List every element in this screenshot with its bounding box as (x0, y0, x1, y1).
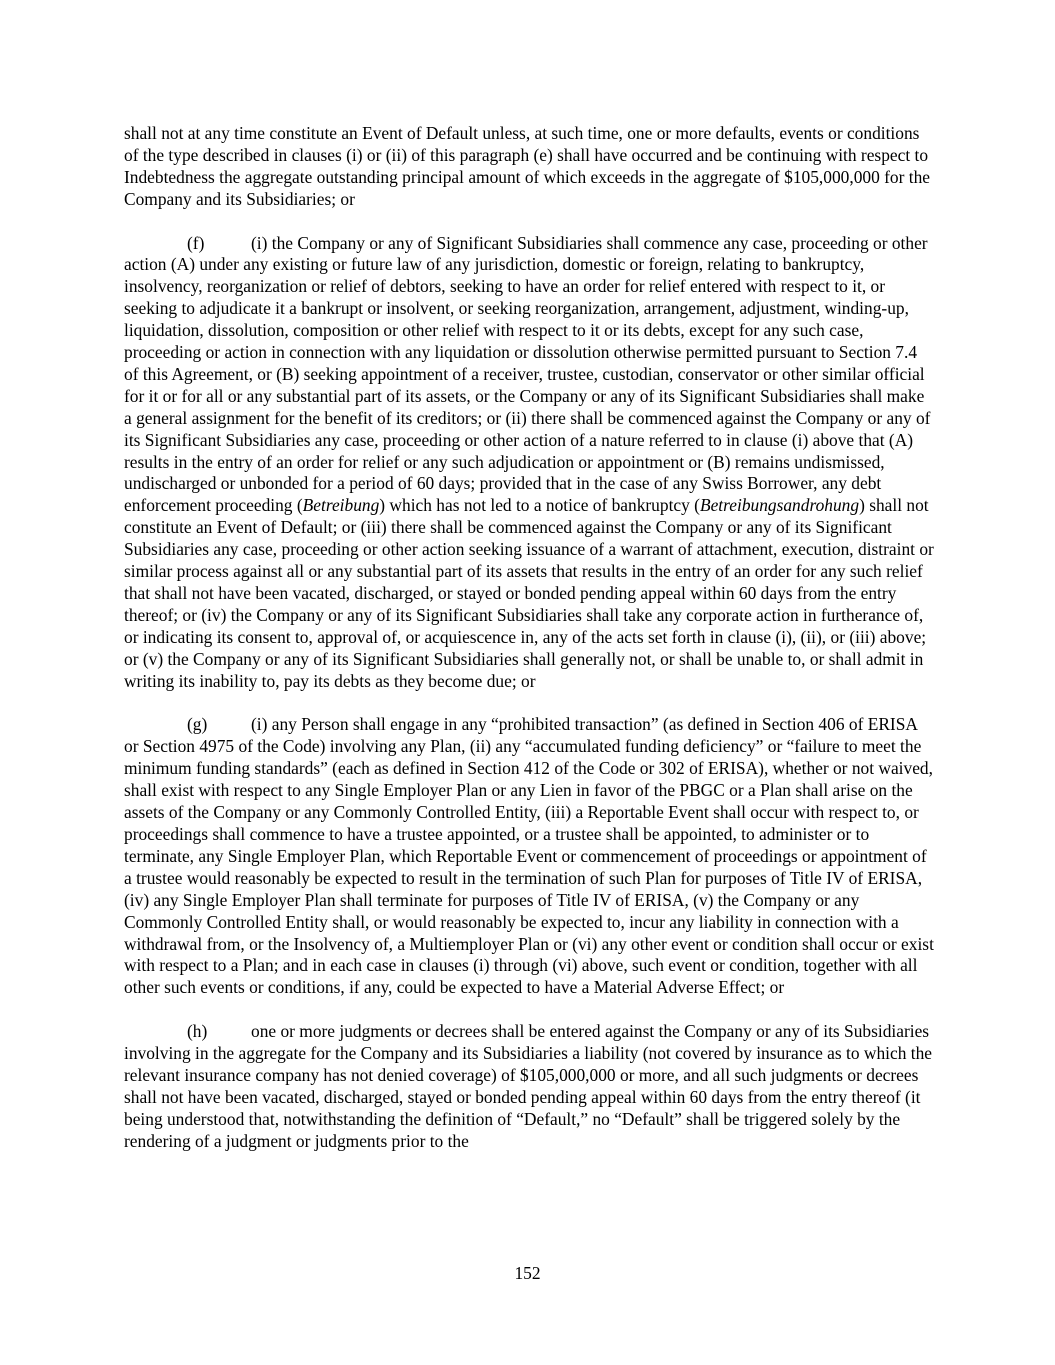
paragraph-text: (i) the Company or any of Significant Subsidiaries shall commence any case, proceeding or other action (A) under any existing or future law of any jurisdiction, domestic or foreign, relating to bankruptcy, insolvency, reorganization or relief of debtors, seeking to have an order for relief entered with respect to it, or seeking to adjudicate it a bankrupt or insolvent, or seeking reorganization, arrangement, adjustment, winding-up, liquidation, dissolution, composition or other relief with respect to it or its debts, except for any such case, proceeding or action in connection with any liquidation or dissolution otherwise permitted pursuant to Section 7.4 of this Agreement, or (B) seeking appointment of a receiver, trustee, custodian, conservator or other similar official for it or for all or any substantial part of its assets, or the Company or any of its Significant Subsidiaries shall make a general assignment for the benefit of its creditors; or (ii) there shall be commenced against the Company or any of its Significant Subsidiaries any case, proceeding or other action of a nature referred to in clause (i) above that (A) results in the entry of an order for relief or any such adjudication or appointment or (B) remains undismissed, undischarged or unbonded for a period of 60 days; provided that in the case of any Swiss Borrower, any debt enforcement proceeding ( (124, 232, 931, 516)
paragraph-f (124, 233, 934, 693)
document-body (124, 123, 934, 1153)
clause-label-g: (g) (187, 714, 208, 735)
paragraph-text: one or more judgments or decrees shall be entered against the Company or any of its Subsidiaries involving in the aggregate for the Company and its Subsidiaries a liability (not covered by insurance as to which the relevant insurance company has not denied coverage) of $105,000,000 or more, and all such judgments or decrees shall not have been vacated, discharged, stayed or bonded pending appeal within 60 days from the entry thereof (it being understood that, notwithstanding the definition of “Default,” no “Default” shall be triggered solely by the rendering of a judgment or judgments prior to the (124, 1021, 932, 1151)
italic-term-betreibungsandrohung: Betreibungsandrohung (699, 495, 860, 516)
paragraph-e-continuation (124, 123, 934, 211)
paragraph-text: shall not at any time constitute an Event of Default unless, at such time, one or more defaults, events or conditions of the type described in clauses (i) or (ii) of this paragraph (e) shall have occurred and be continuing with respect to Indebtedness the aggregate outstanding principal amount of which exceeds in the aggregate of $105,000,000 for the Company and its Subsidiaries; or (124, 123, 930, 209)
clause-label-f: (f) (187, 232, 205, 253)
paragraph-text: ) shall not constitute an Event of Default; or (iii) there shall be commenced against the Company or any of its Significant Subsidiaries any case, proceeding or other action seeking issuance of a warrant of attachment, execution, distraint or similar process against all or any substantial part of its assets that results in the entry of an order for any such relief that shall not have been vacated, discharged, or stayed or bonded pending appeal within 60 days from the entry thereof; or (iv) the Company or any of its Significant Subsidiaries shall take any corporate action in furtherance of, or indicating its consent to, approval of, or acquiescence in, any of the acts set forth in clause (i), (ii), or (iii) above; or (v) the Company or any of its Significant Subsidiaries shall generally not, or shall be unable to, or shall admit in writing its inability to, pay its debts as they become due; or (124, 495, 934, 691)
paragraph-h (124, 1021, 934, 1152)
clause-label-h: (h) (187, 1021, 208, 1042)
paragraph-text: (i) any Person shall engage in any “prohibited transaction” (as defined in Section 406 of ERISA or Section 4975 of the Code) involving any Plan, (ii) any “accumulated funding deficiency” or “failure to meet the minimum funding standards” (each as defined in Section 412 of the Code or 302 of ERISA), whether or not waived, shall exist with respect to any Single Employer Plan or any Lien in favor of the PBGC or a Plan shall arise on the assets of the Company or any Commonly Controlled Entity, (iii) a Reportable Event shall occur with respect to, or proceedings shall commence to have a trustee appointed, or a trustee shall be appointed, to administer or to terminate, any Single Employer Plan, which Reportable Event or commencement of proceedings or appointment of a trustee would reasonably be expected to result in the termination of such Plan for purposes of Title IV of ERISA, (iv) any Single Employer Plan shall terminate for purposes of Title IV of ERISA, (v) the Company or any Commonly Controlled Entity shall, or would reasonably be expected to, incur any liability in connection with a withdrawal from, or the Insolvency of, a Multiemployer Plan or (vi) any other event or condition shall occur or exist with respect to a Plan; and in each case in clauses (i) through (vi) above, such event or condition, together with all other such events or conditions, if any, could be expected to have a Material Adverse Effect; or (124, 714, 934, 998)
paragraph-g (124, 714, 934, 999)
page-number: 152 (514, 1263, 541, 1283)
italic-term-betreibung: Betreibung (302, 495, 380, 516)
paragraph-text: ) which has not led to a notice of bankruptcy ( (379, 495, 700, 516)
